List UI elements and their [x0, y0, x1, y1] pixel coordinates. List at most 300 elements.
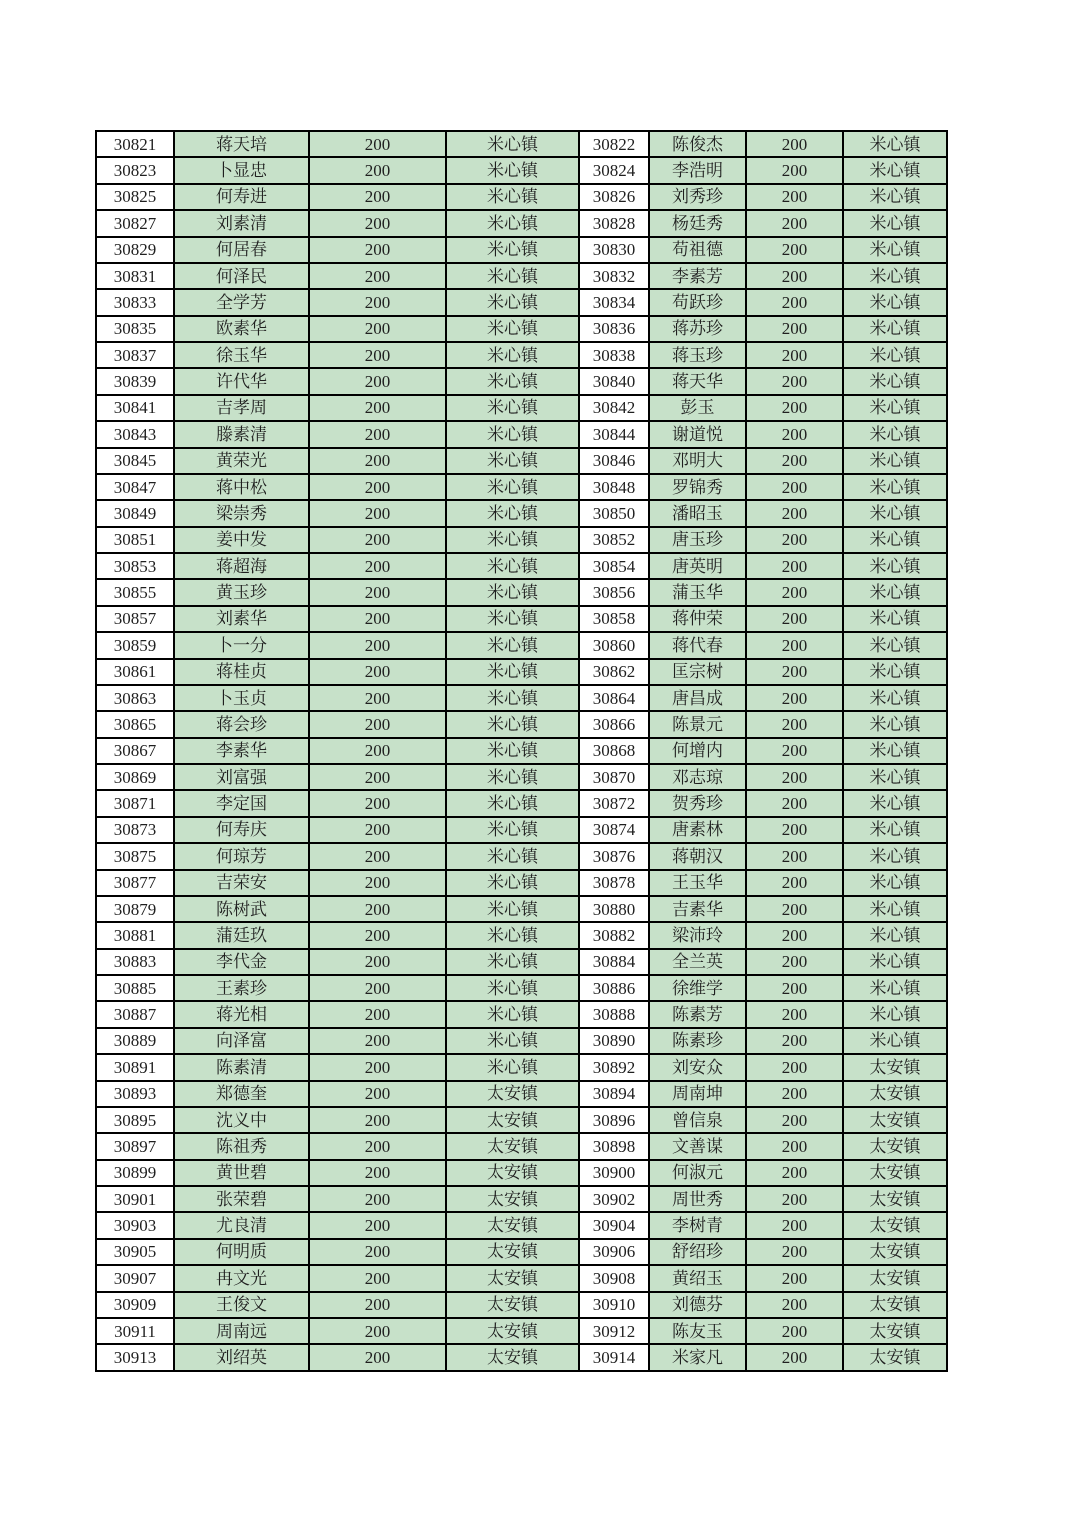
town-cell: 米心镇: [843, 870, 947, 896]
amount-cell: 200: [309, 342, 446, 368]
name-cell: 刘德芬: [649, 1292, 746, 1318]
town-cell: 太安镇: [843, 1160, 947, 1186]
amount-cell: 200: [309, 500, 446, 526]
amount-cell: 200: [746, 1318, 843, 1344]
table-row: [96, 553, 947, 579]
name-cell: 周南坤: [649, 1081, 746, 1107]
amount-cell: 200: [746, 1212, 843, 1238]
name-cell: 向泽富: [174, 1028, 309, 1054]
amount-cell: 200: [746, 896, 843, 922]
table-row: [96, 711, 947, 737]
record-id-cell: 30883: [96, 949, 174, 975]
town-cell: 米心镇: [843, 764, 947, 790]
name-cell: 何寿进: [174, 184, 309, 210]
amount-cell: 200: [746, 527, 843, 553]
record-id-cell: 30881: [96, 922, 174, 948]
record-id-cell: 30906: [579, 1239, 649, 1265]
amount-cell: 200: [746, 289, 843, 315]
town-cell: 米心镇: [446, 368, 579, 394]
town-cell: 米心镇: [843, 975, 947, 1001]
town-cell: 米心镇: [446, 1028, 579, 1054]
record-id-cell: 30842: [579, 395, 649, 421]
record-id-cell: 30907: [96, 1265, 174, 1291]
record-id-cell: 30894: [579, 1081, 649, 1107]
record-id-cell: 30859: [96, 632, 174, 658]
name-cell: 李素华: [174, 738, 309, 764]
name-cell: 吉孝周: [174, 395, 309, 421]
name-cell: 罗锦秀: [649, 474, 746, 500]
town-cell: 米心镇: [446, 474, 579, 500]
amount-cell: 200: [309, 922, 446, 948]
record-id-cell: 30904: [579, 1212, 649, 1238]
amount-cell: 200: [309, 184, 446, 210]
town-cell: 米心镇: [843, 711, 947, 737]
town-cell: 米心镇: [843, 632, 947, 658]
table-row: [96, 474, 947, 500]
amount-cell: 200: [746, 1239, 843, 1265]
name-cell: 李代金: [174, 949, 309, 975]
town-cell: 米心镇: [843, 342, 947, 368]
name-cell: 蒲廷玖: [174, 922, 309, 948]
amount-cell: 200: [746, 764, 843, 790]
record-id-cell: 30860: [579, 632, 649, 658]
town-cell: 米心镇: [843, 289, 947, 315]
amount-cell: 200: [746, 316, 843, 342]
record-id-cell: 30890: [579, 1028, 649, 1054]
amount-cell: 200: [746, 817, 843, 843]
record-id-cell: 30829: [96, 237, 174, 263]
name-cell: 周世秀: [649, 1186, 746, 1212]
amount-cell: 200: [746, 421, 843, 447]
town-cell: 米心镇: [446, 210, 579, 236]
amount-cell: 200: [309, 1028, 446, 1054]
town-cell: 米心镇: [843, 500, 947, 526]
record-id-cell: 30876: [579, 843, 649, 869]
table-row: [96, 1081, 947, 1107]
amount-cell: 200: [309, 579, 446, 605]
amount-cell: 200: [746, 263, 843, 289]
record-id-cell: 30884: [579, 949, 649, 975]
record-id-cell: 30908: [579, 1265, 649, 1291]
town-cell: 米心镇: [446, 817, 579, 843]
table-row: [96, 1212, 947, 1238]
town-cell: 米心镇: [843, 685, 947, 711]
name-cell: 黄绍玉: [649, 1265, 746, 1291]
name-cell: 郑德奎: [174, 1081, 309, 1107]
name-cell: 黄荣光: [174, 448, 309, 474]
name-cell: 何居春: [174, 237, 309, 263]
name-cell: 黄玉珍: [174, 579, 309, 605]
name-cell: 刘秀珍: [649, 184, 746, 210]
town-cell: 米心镇: [446, 738, 579, 764]
name-cell: 冉文光: [174, 1265, 309, 1291]
name-cell: 滕素清: [174, 421, 309, 447]
record-id-cell: 30905: [96, 1239, 174, 1265]
name-cell: 陈俊杰: [649, 131, 746, 157]
record-id-cell: 30830: [579, 237, 649, 263]
town-cell: 米心镇: [843, 790, 947, 816]
name-cell: 蒲玉华: [649, 579, 746, 605]
amount-cell: 200: [309, 448, 446, 474]
name-cell: 蒋玉珍: [649, 342, 746, 368]
amount-cell: 200: [746, 1186, 843, 1212]
town-cell: 太安镇: [446, 1265, 579, 1291]
table-row: [96, 817, 947, 843]
table-row: [96, 764, 947, 790]
amount-cell: 200: [746, 1133, 843, 1159]
table-row: [96, 395, 947, 421]
amount-cell: 200: [746, 738, 843, 764]
record-id-cell: 30879: [96, 896, 174, 922]
amount-cell: 200: [309, 685, 446, 711]
name-cell: 沈义中: [174, 1107, 309, 1133]
town-cell: 米心镇: [843, 395, 947, 421]
town-cell: 米心镇: [843, 184, 947, 210]
amount-cell: 200: [309, 1107, 446, 1133]
name-cell: 全学芳: [174, 289, 309, 315]
name-cell: 刘素华: [174, 606, 309, 632]
table-row: [96, 949, 947, 975]
amount-cell: 200: [746, 210, 843, 236]
town-cell: 米心镇: [446, 870, 579, 896]
town-cell: 米心镇: [843, 421, 947, 447]
table-row: [96, 1133, 947, 1159]
name-cell: 唐英明: [649, 553, 746, 579]
name-cell: 何泽民: [174, 263, 309, 289]
record-id-cell: 30826: [579, 184, 649, 210]
amount-cell: 200: [746, 843, 843, 869]
record-id-cell: 30880: [579, 896, 649, 922]
name-cell: 蒋超海: [174, 553, 309, 579]
record-id-cell: 30910: [579, 1292, 649, 1318]
table-row: [96, 1107, 947, 1133]
table-row: [96, 157, 947, 183]
record-id-cell: 30856: [579, 579, 649, 605]
amount-cell: 200: [309, 289, 446, 315]
amount-cell: 200: [746, 1001, 843, 1027]
name-cell: 蒋朝汉: [649, 843, 746, 869]
name-cell: 文善谋: [649, 1133, 746, 1159]
name-cell: 何琼芳: [174, 843, 309, 869]
amount-cell: 200: [746, 1028, 843, 1054]
record-id-cell: 30911: [96, 1318, 174, 1344]
name-cell: 卜玉贞: [174, 685, 309, 711]
table-row: [96, 659, 947, 685]
record-id-cell: 30888: [579, 1001, 649, 1027]
amount-cell: 200: [746, 949, 843, 975]
table-row: [96, 1239, 947, 1265]
amount-cell: 200: [309, 870, 446, 896]
amount-cell: 200: [746, 1292, 843, 1318]
record-id-cell: 30865: [96, 711, 174, 737]
amount-cell: 200: [746, 1107, 843, 1133]
record-id-cell: 30833: [96, 289, 174, 315]
town-cell: 太安镇: [843, 1054, 947, 1080]
amount-cell: 200: [746, 632, 843, 658]
name-cell: 匡宗树: [649, 659, 746, 685]
amount-cell: 200: [309, 896, 446, 922]
amount-cell: 200: [309, 1318, 446, 1344]
table-row: [96, 1318, 947, 1344]
table-row: [96, 1292, 947, 1318]
town-cell: 米心镇: [843, 579, 947, 605]
record-id-cell: 30834: [579, 289, 649, 315]
table-row: [96, 843, 947, 869]
record-id-cell: 30832: [579, 263, 649, 289]
amount-cell: 200: [746, 157, 843, 183]
name-cell: 唐玉珍: [649, 527, 746, 553]
town-cell: 米心镇: [843, 474, 947, 500]
table-row: [96, 237, 947, 263]
record-id-cell: 30852: [579, 527, 649, 553]
name-cell: 蒋代春: [649, 632, 746, 658]
name-cell: 蒋中松: [174, 474, 309, 500]
amount-cell: 200: [746, 500, 843, 526]
record-id-cell: 30821: [96, 131, 174, 157]
amount-cell: 200: [309, 817, 446, 843]
town-cell: 米心镇: [843, 922, 947, 948]
amount-cell: 200: [746, 685, 843, 711]
town-cell: 米心镇: [446, 632, 579, 658]
town-cell: 米心镇: [843, 316, 947, 342]
town-cell: 太安镇: [446, 1344, 579, 1371]
town-cell: 米心镇: [446, 500, 579, 526]
amount-cell: 200: [746, 606, 843, 632]
name-cell: 苟跃珍: [649, 289, 746, 315]
town-cell: 太安镇: [843, 1265, 947, 1291]
town-cell: 米心镇: [843, 368, 947, 394]
record-id-cell: 30849: [96, 500, 174, 526]
record-id-cell: 30850: [579, 500, 649, 526]
amount-cell: 200: [746, 922, 843, 948]
town-cell: 太安镇: [446, 1239, 579, 1265]
record-id-cell: 30836: [579, 316, 649, 342]
town-cell: 米心镇: [446, 659, 579, 685]
town-cell: 米心镇: [446, 237, 579, 263]
amount-cell: 200: [309, 553, 446, 579]
record-id-cell: 30873: [96, 817, 174, 843]
name-cell: 徐维学: [649, 975, 746, 1001]
record-id-cell: 30840: [579, 368, 649, 394]
town-cell: 米心镇: [843, 237, 947, 263]
amount-cell: 200: [309, 790, 446, 816]
name-cell: 唐昌成: [649, 685, 746, 711]
town-cell: 米心镇: [446, 131, 579, 157]
record-id-cell: 30848: [579, 474, 649, 500]
town-cell: 米心镇: [843, 896, 947, 922]
amount-cell: 200: [309, 1186, 446, 1212]
record-id-cell: 30898: [579, 1133, 649, 1159]
record-id-cell: 30882: [579, 922, 649, 948]
town-cell: 米心镇: [446, 421, 579, 447]
town-cell: 米心镇: [446, 975, 579, 1001]
town-cell: 米心镇: [446, 553, 579, 579]
amount-cell: 200: [746, 975, 843, 1001]
table-row: [96, 131, 947, 157]
town-cell: 米心镇: [446, 949, 579, 975]
record-id-cell: 30843: [96, 421, 174, 447]
name-cell: 陈素珍: [649, 1028, 746, 1054]
amount-cell: 200: [746, 579, 843, 605]
record-id-cell: 30901: [96, 1186, 174, 1212]
record-id-cell: 30822: [579, 131, 649, 157]
name-cell: 邓志琼: [649, 764, 746, 790]
table-row: [96, 1001, 947, 1027]
name-cell: 蒋会珍: [174, 711, 309, 737]
record-id-cell: 30839: [96, 368, 174, 394]
name-cell: 王玉华: [649, 870, 746, 896]
name-cell: 贺秀珍: [649, 790, 746, 816]
town-cell: 米心镇: [843, 817, 947, 843]
record-id-cell: 30902: [579, 1186, 649, 1212]
record-id-cell: 30858: [579, 606, 649, 632]
town-cell: 米心镇: [446, 1054, 579, 1080]
table-row: [96, 896, 947, 922]
table-row: [96, 210, 947, 236]
amount-cell: 200: [309, 474, 446, 500]
record-id-cell: 30896: [579, 1107, 649, 1133]
table-row: [96, 738, 947, 764]
amount-cell: 200: [746, 448, 843, 474]
table-row: [96, 1265, 947, 1291]
town-cell: 米心镇: [446, 289, 579, 315]
town-cell: 太安镇: [843, 1239, 947, 1265]
name-cell: 米家凡: [649, 1344, 746, 1371]
town-cell: 米心镇: [446, 606, 579, 632]
name-cell: 陈景元: [649, 711, 746, 737]
amount-cell: 200: [309, 711, 446, 737]
table-row: [96, 790, 947, 816]
name-cell: 刘富强: [174, 764, 309, 790]
amount-cell: 200: [309, 1054, 446, 1080]
amount-cell: 200: [309, 1001, 446, 1027]
table-row: [96, 1344, 947, 1371]
town-cell: 太安镇: [446, 1186, 579, 1212]
town-cell: 米心镇: [446, 922, 579, 948]
town-cell: 米心镇: [843, 131, 947, 157]
town-cell: 太安镇: [843, 1186, 947, 1212]
name-cell: 陈友玉: [649, 1318, 746, 1344]
table-row: [96, 448, 947, 474]
town-cell: 太安镇: [843, 1081, 947, 1107]
record-id-cell: 30853: [96, 553, 174, 579]
amount-cell: 200: [746, 395, 843, 421]
town-cell: 太安镇: [446, 1107, 579, 1133]
amount-cell: 200: [746, 659, 843, 685]
town-cell: 米心镇: [843, 659, 947, 685]
record-id-cell: 30831: [96, 263, 174, 289]
town-cell: 米心镇: [446, 395, 579, 421]
name-cell: 邓明大: [649, 448, 746, 474]
amount-cell: 200: [309, 1133, 446, 1159]
record-id-cell: 30863: [96, 685, 174, 711]
amount-cell: 200: [309, 659, 446, 685]
amount-cell: 200: [746, 790, 843, 816]
name-cell: 全兰英: [649, 949, 746, 975]
name-cell: 陈祖秀: [174, 1133, 309, 1159]
table-row: [96, 421, 947, 447]
table-row: [96, 922, 947, 948]
town-cell: 米心镇: [446, 896, 579, 922]
amount-cell: 200: [746, 184, 843, 210]
record-id-cell: 30845: [96, 448, 174, 474]
town-cell: 太安镇: [446, 1081, 579, 1107]
name-cell: 潘昭玉: [649, 500, 746, 526]
record-id-cell: 30874: [579, 817, 649, 843]
name-cell: 李素芳: [649, 263, 746, 289]
name-cell: 苟祖德: [649, 237, 746, 263]
name-cell: 李树青: [649, 1212, 746, 1238]
name-cell: 谢道悦: [649, 421, 746, 447]
record-id-cell: 30835: [96, 316, 174, 342]
amount-cell: 200: [746, 474, 843, 500]
name-cell: 李定国: [174, 790, 309, 816]
name-cell: 何明质: [174, 1239, 309, 1265]
amount-cell: 200: [746, 131, 843, 157]
table-row: [96, 632, 947, 658]
table-row: [96, 579, 947, 605]
town-cell: 太安镇: [843, 1344, 947, 1371]
record-id-cell: 30872: [579, 790, 649, 816]
town-cell: 米心镇: [843, 527, 947, 553]
table-row: [96, 1028, 947, 1054]
record-id-cell: 30913: [96, 1344, 174, 1371]
amount-cell: 200: [746, 1265, 843, 1291]
amount-cell: 200: [746, 1160, 843, 1186]
record-id-cell: 30871: [96, 790, 174, 816]
name-cell: 黄世碧: [174, 1160, 309, 1186]
town-cell: 米心镇: [843, 448, 947, 474]
record-id-cell: 30886: [579, 975, 649, 1001]
table-row: [96, 500, 947, 526]
amount-cell: 200: [309, 1160, 446, 1186]
record-id-cell: 30838: [579, 342, 649, 368]
town-cell: 米心镇: [843, 1028, 947, 1054]
town-cell: 太安镇: [446, 1133, 579, 1159]
name-cell: 杨廷秀: [649, 210, 746, 236]
name-cell: 蒋光相: [174, 1001, 309, 1027]
town-cell: 米心镇: [843, 949, 947, 975]
record-id-cell: 30889: [96, 1028, 174, 1054]
table-row: [96, 606, 947, 632]
name-cell: 徐玉华: [174, 342, 309, 368]
record-id-cell: 30869: [96, 764, 174, 790]
record-id-cell: 30897: [96, 1133, 174, 1159]
record-id-cell: 30841: [96, 395, 174, 421]
table-row: [96, 342, 947, 368]
record-id-cell: 30847: [96, 474, 174, 500]
town-cell: 米心镇: [446, 685, 579, 711]
record-id-cell: 30837: [96, 342, 174, 368]
name-cell: 刘安众: [649, 1054, 746, 1080]
name-cell: 陈素清: [174, 1054, 309, 1080]
amount-cell: 200: [746, 342, 843, 368]
amount-cell: 200: [309, 1344, 446, 1371]
name-cell: 蒋桂贞: [174, 659, 309, 685]
town-cell: 米心镇: [446, 263, 579, 289]
record-id-cell: 30909: [96, 1292, 174, 1318]
name-cell: 曾信泉: [649, 1107, 746, 1133]
amount-cell: 200: [309, 263, 446, 289]
record-id-cell: 30862: [579, 659, 649, 685]
table-row: [96, 184, 947, 210]
record-id-cell: 30900: [579, 1160, 649, 1186]
record-id-cell: 30825: [96, 184, 174, 210]
town-cell: 米心镇: [843, 553, 947, 579]
table-row: [96, 1054, 947, 1080]
amount-cell: 200: [309, 395, 446, 421]
table-row: [96, 1160, 947, 1186]
